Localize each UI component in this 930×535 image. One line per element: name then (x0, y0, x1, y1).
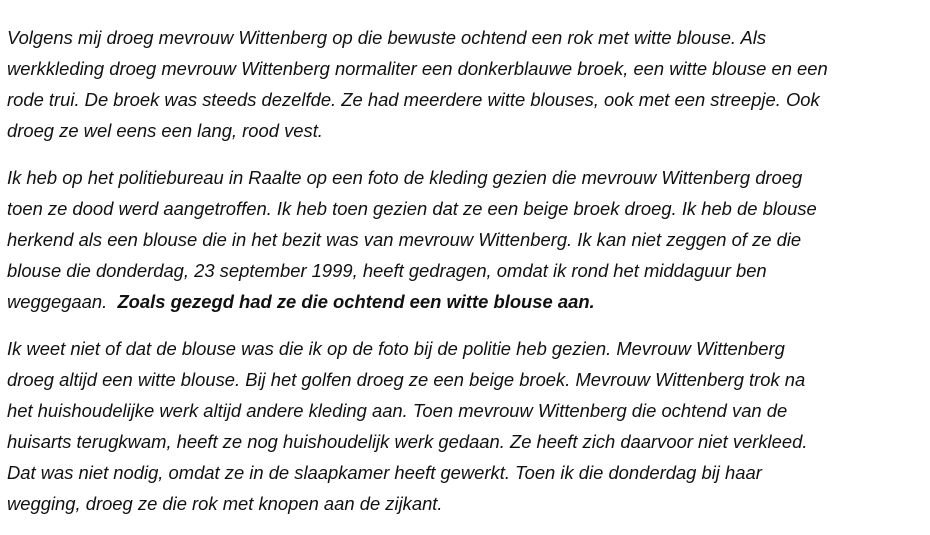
text-line: Dat was niet nodig, omdat ze in de slaapkamer heeft gewerkt. Toen ik die donderdag bij haar (7, 462, 762, 483)
paragraph-1 (7, 22, 925, 146)
text-line-mixed (7, 286, 925, 317)
text-line: wegging, droeg ze die rok met knopen aan de zijkant. (7, 493, 443, 514)
text-line: huisarts terugkwam, heeft ze nog huishoudelijk werk gedaan. Ze heeft zich daarvoor niet verkleed. (7, 431, 808, 452)
text-line: Ik heb op het politiebureau in Raalte op een foto de kleding gezien die mevrouw Wittenberg droeg (7, 167, 803, 188)
text-line: blouse die donderdag, 23 september 1999, heeft gedragen, omdat ik rond het middaguur ben (7, 260, 767, 281)
text-line: rode trui. De broek was steeds dezelfde. Ze had meerdere witte blouses, ook met een streepje. Ook (7, 89, 820, 110)
text-line: herkend als een blouse die in het bezit was van mevrouw Wittenberg. Ik kan niet zeggen of ze die (7, 229, 802, 250)
text-line: Ik weet niet of dat de blouse was die ik op de foto bij de politie heb gezien. Mevrouw Wittenberg (7, 338, 785, 359)
document-body (7, 22, 925, 535)
text-line: het huishoudelijke werk altijd andere kleding aan. Toen mevrouw Wittenberg die ochtend van de (7, 400, 788, 421)
text-line: droeg altijd een witte blouse. Bij het golfen droeg ze een beige broek. Mevrouw Wittenberg trok na (7, 369, 806, 390)
text-plain-segment: weggegaan. (7, 291, 118, 312)
text-line: toen ze dood werd aangetroffen. Ik heb toen gezien dat ze een beige broek droeg. Ik heb de blouse (7, 198, 817, 219)
bold-statement: Zoals gezegd had ze die ochtend een witte blouse aan. (117, 291, 595, 312)
paragraph-2 (7, 162, 925, 317)
paragraph-3 (7, 333, 925, 519)
text-line: werkkleding droeg mevrouw Wittenberg normaliter een donkerblauwe broek, een witte blouse en een (7, 58, 828, 79)
text-line: Volgens mij droeg mevrouw Wittenberg op die bewuste ochtend een rok met witte blouse. Als (7, 27, 767, 48)
text-line: droeg ze wel eens een lang, rood vest. (7, 120, 323, 141)
